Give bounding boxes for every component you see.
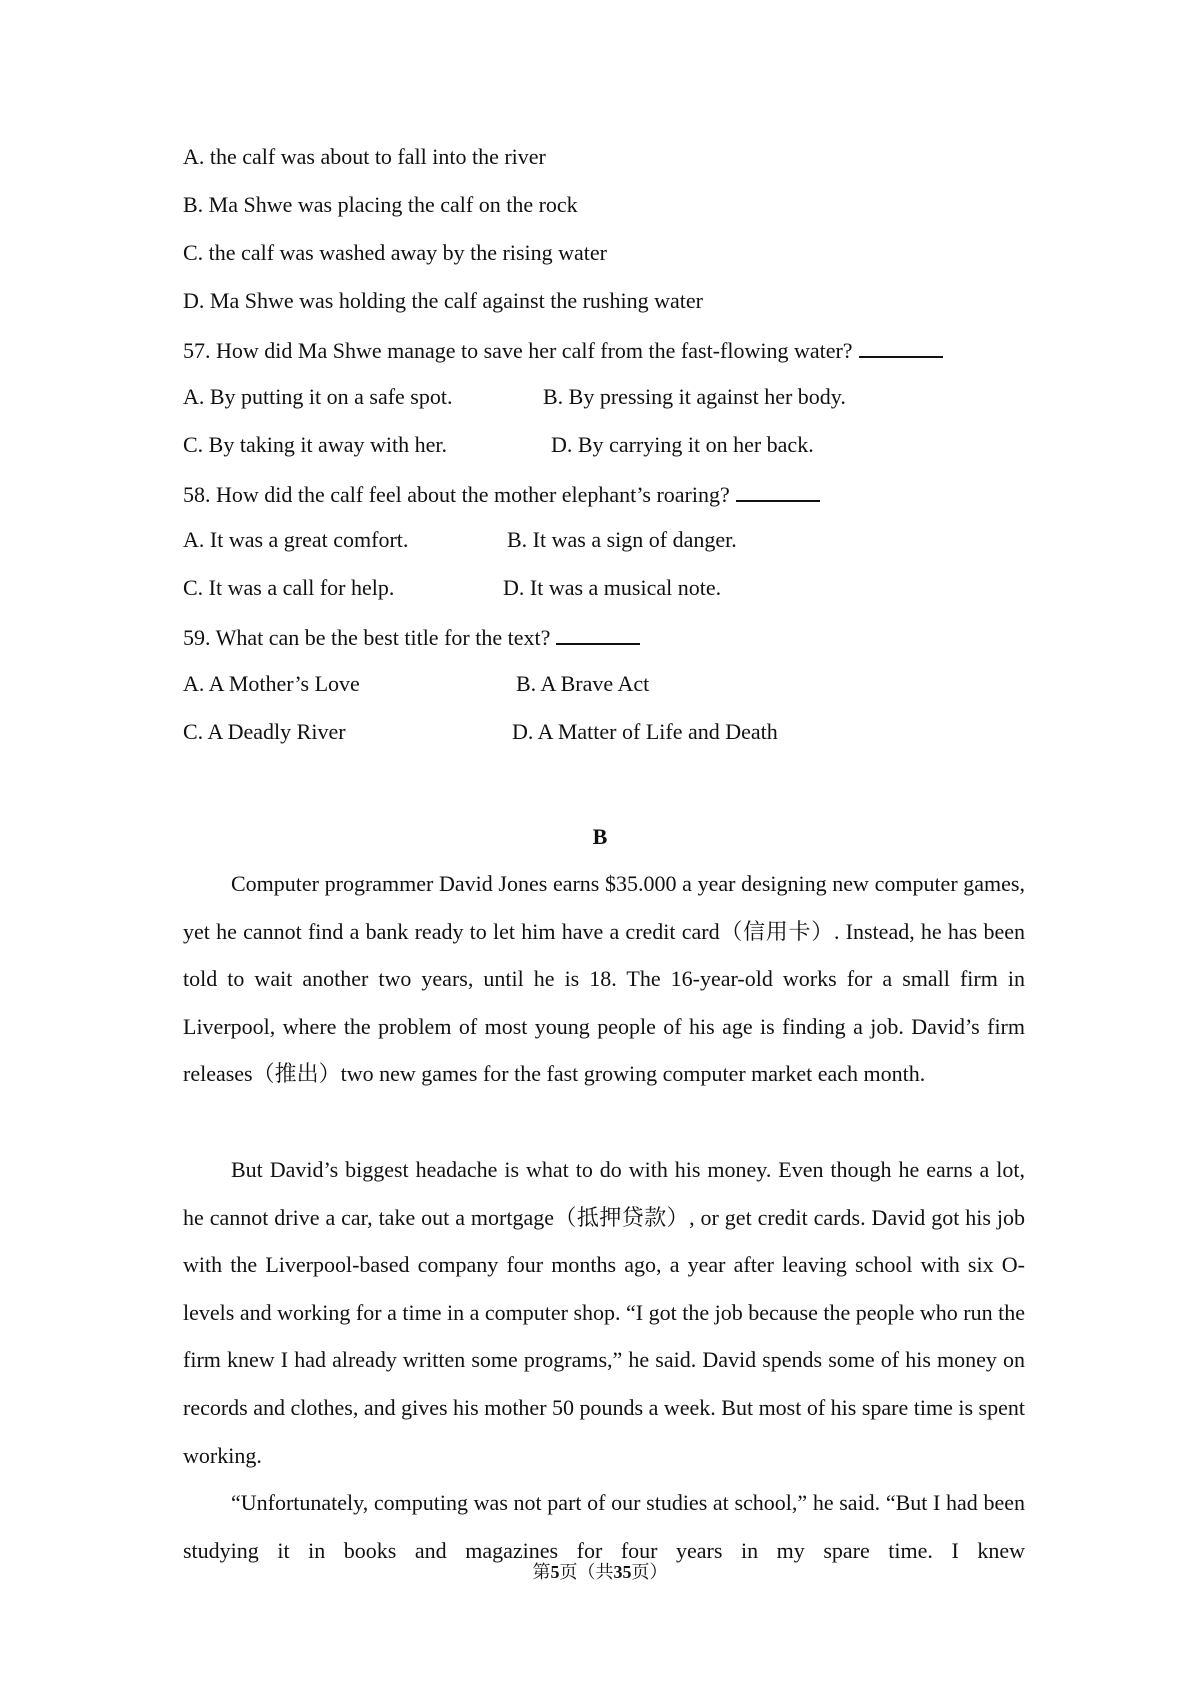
q59-question [183, 621, 640, 653]
q59-option-d: D. A Matter of Life and Death [512, 719, 778, 744]
q59-option-a: A. A Mother’s Love [183, 671, 360, 696]
q57-question [183, 334, 943, 366]
passage-paragraph: “Unfortunately, computing was not part of our studies at school,” he said. “But I had been studying it in books and magazines for four years in my spare time. I knew [183, 1490, 1025, 1563]
q57-option-c: C. By taking it away with her. [183, 432, 447, 457]
q59-option-b: B. A Brave Act [516, 671, 650, 696]
q57-question-text: 57. How did Ma Shwe manage to save her calf from the fast-flowing water? [183, 338, 853, 363]
q58-question-text: 58. How did the calf feel about the mother elephant’s roaring? [183, 482, 730, 507]
q58-option-c: C. It was a call for help. [183, 575, 395, 600]
q57-option-a: A. By putting it on a safe spot. [183, 384, 453, 409]
q58-option-d: D. It was a musical note. [503, 575, 722, 600]
q56-option-a: A. the calf was about to fall into the river [183, 144, 546, 169]
q56-option-c: C. the calf was washed away by the rising water [183, 240, 607, 265]
section-heading: B [592, 824, 608, 849]
q59-question-text: 59. What can be the best title for the text? [183, 625, 551, 650]
page-footer [0, 1560, 1200, 1584]
answer-blank [556, 621, 640, 645]
q57-option-b: B. By pressing it against her body. [543, 384, 846, 409]
q56-option-b: B. Ma Shwe was placing the calf on the rock [183, 192, 578, 217]
q59-option-c: C. A Deadly River [183, 719, 346, 744]
answer-blank [736, 478, 820, 502]
passage-paragraph: Computer programmer David Jones earns $35.000 a year designing new computer games, yet he cannot find a bank ready to let him have a credit card（信用卡）. Instead, he has been told to wait another two years, until he is 18. The 16-year-old works for a small firm in Liverpool, where the problem of most young people of his age is finding a job. David’s firm releases（推出）two new games for the fast growing computer market each month. [183, 871, 1025, 1087]
q56-option-d: D. Ma Shwe was holding the calf against the rushing water [183, 288, 703, 313]
q58-option-b: B. It was a sign of danger. [507, 527, 737, 552]
answer-blank [859, 334, 943, 358]
footer-prefix: 第 [532, 1562, 551, 1582]
passage-paragraph: But David’s biggest headache is what to do with his money. Even though he earns a lot, he cannot drive a car, take out a mortgage（抵押贷款）, or get credit cards. David got his job with the Liverpool-based company four months ago, a year after leaving school with six O-levels and working for a time in a computer shop. “I got the job because the people who run the firm knew I had already written some programs,” he said. David spends some of his money on records and clothes, and gives his mother 50 pounds a week. But most of his spare time is spent working. [183, 1157, 1025, 1468]
page-number: 5 [550, 1562, 560, 1582]
footer-middle: 页（共 [559, 1562, 614, 1582]
q57-option-d: D. By carrying it on her back. [551, 432, 814, 457]
total-pages: 35 [613, 1562, 632, 1582]
q58-option-a: A. It was a great comfort. [183, 527, 409, 552]
q58-question [183, 478, 820, 510]
footer-suffix: 页） [631, 1562, 668, 1582]
